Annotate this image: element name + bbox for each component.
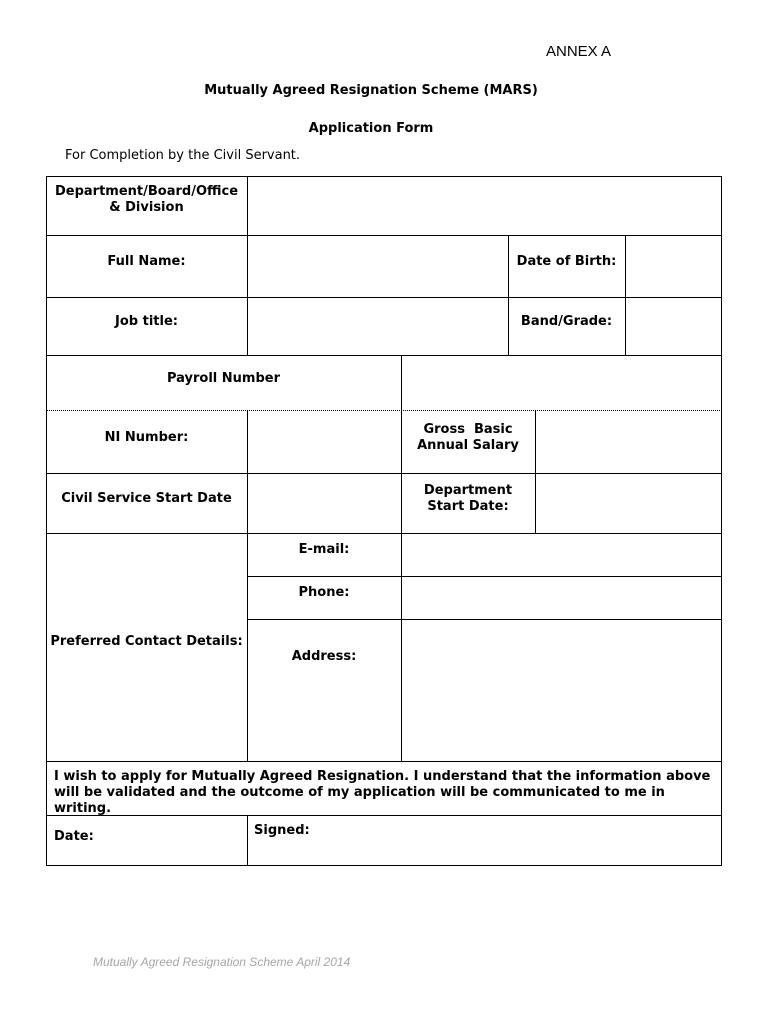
- declaration-text: [54, 769, 716, 817]
- contact-details-label: Preferred Contact Details:: [50, 634, 243, 649]
- dept-start-date-label: [401, 483, 535, 515]
- declaration-line2: will be validated and the outcome of my application will be communicated to me in writing.: [54, 785, 665, 816]
- dept-start-label-line1: Department: [423, 483, 513, 498]
- full-name-field[interactable]: [248, 236, 508, 297]
- salary-label-line1: Gross Basic: [423, 422, 513, 437]
- dept-start-label-line2: Start Date:: [427, 499, 509, 514]
- date-field[interactable]: [47, 816, 247, 865]
- scheme-title: Mutually Agreed Resignation Scheme (MARS): [204, 83, 538, 98]
- email-field[interactable]: [402, 534, 721, 576]
- phone-label: Phone:: [298, 585, 350, 600]
- application-form-table: [46, 176, 722, 866]
- address-label: Address:: [291, 649, 357, 664]
- date-label: Date:: [54, 829, 94, 844]
- payroll-number-field[interactable]: [402, 356, 721, 410]
- payroll-label: Payroll Number: [166, 371, 281, 386]
- email-label: E-mail:: [298, 542, 350, 557]
- dob-field[interactable]: [626, 236, 721, 297]
- cs-start-date-field[interactable]: [248, 474, 401, 533]
- footer-text: Mutually Agreed Resignation Scheme April 2014: [93, 955, 351, 969]
- full-name-label: Full Name:: [107, 254, 186, 269]
- intro-text: For Completion by the Civil Servant.: [65, 148, 301, 163]
- signed-label: Signed:: [254, 823, 310, 838]
- signature-field[interactable]: [248, 816, 721, 865]
- declaration-line1: I wish to apply for Mutually Agreed Resignation. I understand that the information above: [54, 769, 711, 784]
- col-divider: [247, 533, 248, 762]
- row-divider: [46, 761, 722, 762]
- job-title-field[interactable]: [248, 298, 508, 355]
- salary-field[interactable]: [536, 412, 721, 473]
- cs-start-date-label: Civil Service Start Date: [61, 491, 232, 506]
- address-field[interactable]: [402, 620, 721, 761]
- table-border: [721, 176, 722, 866]
- salary-label-line2: Annual Salary: [417, 438, 519, 453]
- annex-label: ANNEX A: [546, 43, 612, 60]
- job-title-label: Job title:: [115, 314, 178, 329]
- row-divider-dotted: [46, 410, 722, 411]
- department-label-line2: & Division: [109, 200, 184, 215]
- department-label-line1: Department/Board/Office: [54, 184, 239, 199]
- table-border: [46, 865, 722, 866]
- dept-start-date-field[interactable]: [536, 474, 721, 533]
- salary-label: [401, 422, 535, 454]
- band-grade-field[interactable]: [626, 298, 721, 355]
- department-field[interactable]: [248, 177, 721, 235]
- ni-number-label: NI Number:: [104, 430, 189, 445]
- band-grade-label: Band/Grade:: [520, 314, 613, 329]
- phone-field[interactable]: [402, 577, 721, 619]
- department-label: [46, 184, 247, 216]
- ni-number-field[interactable]: [248, 412, 401, 473]
- dob-label: Date of Birth:: [516, 254, 617, 269]
- table-border: [46, 176, 47, 866]
- form-title: Application Form: [308, 121, 434, 136]
